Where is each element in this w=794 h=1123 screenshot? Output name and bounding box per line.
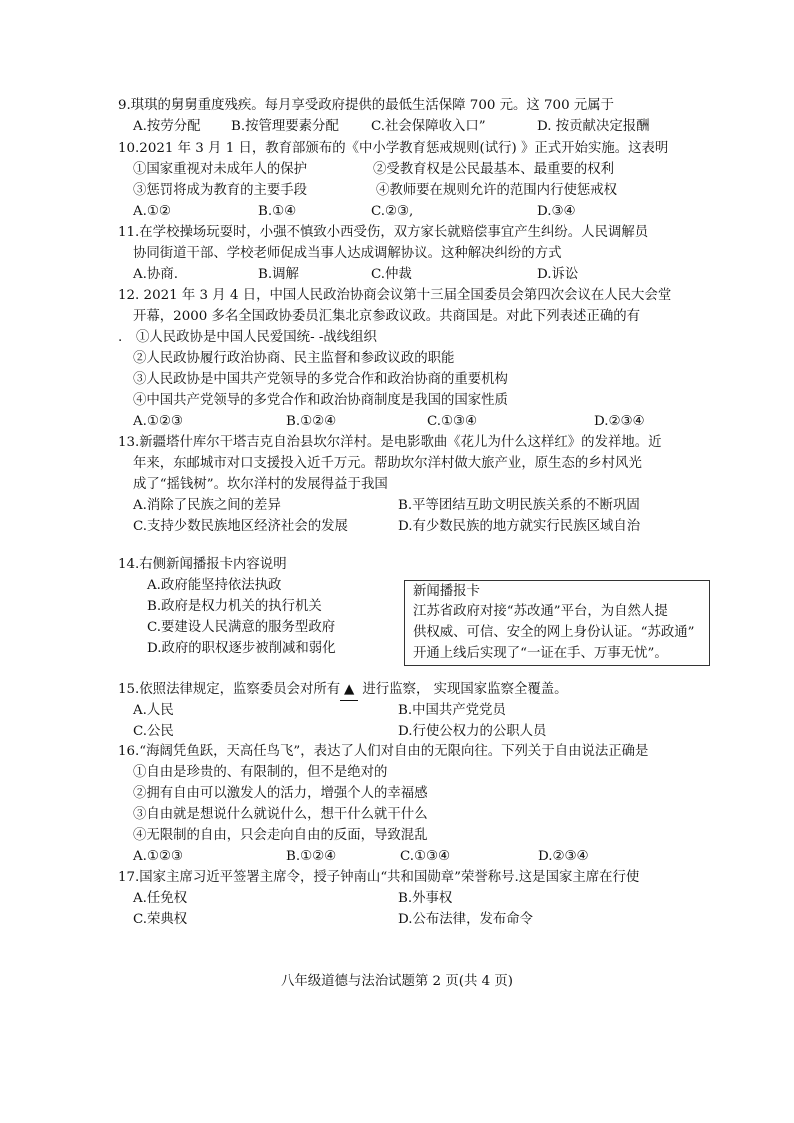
q13-option-a: A.消除了民族之间的差异 — [133, 498, 281, 513]
q15-option-a: A.人民 — [133, 703, 174, 718]
q16-option-a: A.①②③ — [133, 849, 183, 864]
q11-option-b: B.调解 — [258, 267, 299, 282]
q15-option-b: B.中国共产党党员 — [398, 703, 506, 718]
q11-option-d: D.诉讼 — [537, 267, 579, 282]
q9-stem: 9.琪琪的舅舅重度残疾。每月享受政府提供的最低生活保障 700 元。这 700 元属于 — [118, 98, 615, 113]
q10-statement-3: ③惩罚将成为教育的主要手段 — [133, 183, 308, 198]
q14-option-b: B.政府是权力机关的执行机关 — [147, 599, 322, 614]
news-card-line-3: 开通上线后实现了“一证在手、万事无忧”。 — [413, 646, 668, 661]
q12-statement-4: ④中国共产党领导的多党合作和政治协商制度是我国的国家性质 — [133, 393, 508, 408]
q12-option-a: A.①②③ — [133, 414, 183, 429]
q13-stem-line-2: 年来，东邮城市对口支援投入近千万元。帮助坎尔洋村做大旅产业，原生态的乡村风光 — [133, 456, 642, 471]
q12-option-b: B.①②④ — [286, 414, 337, 429]
q10-stem: 10.2021 年 3 月 1 日，教育部颁布的《中小学教育惩戒规则(试行) 》正式开始实施。这表明 — [118, 141, 669, 156]
q15-stem-before: 15.依照法律规定，监察委员会对所有 — [118, 682, 341, 697]
q16-stem: 16.“海阔凭鱼跃，天高任鸟飞”，表达了人们对自由的无限向往。下列关于自由说法正确是 — [118, 744, 649, 759]
q17-option-a: A.任免权 — [133, 891, 188, 906]
q12-statement-2: ②人民政协履行政治协商、民主监督和参政议政的职能 — [133, 351, 455, 366]
q12-option-d: D.②③④ — [594, 414, 645, 429]
q13-stem-line-1: 13.新疆塔什库尔干塔吉克自治县坎尔洋村。是电影歌曲《花儿为什么这样红》的发祥地。近 — [118, 435, 662, 450]
q13-stem-line-3: 成了“摇钱树”。坎尔洋村的发展得益于我国 — [133, 477, 388, 492]
q15-option-d: D.行使公权力的公职人员 — [398, 724, 547, 739]
q13-option-d: D.有少数民族的地方就实行民族区域自治 — [398, 519, 641, 534]
q13-option-c: C.支持少数民族地区经济社会的发展 — [133, 519, 348, 534]
news-card — [404, 580, 710, 666]
q17-option-c: C.荣典权 — [133, 912, 188, 927]
q9-option-b: B.按管理要素分配 — [231, 119, 339, 134]
q17-stem: 17.国家主席习近平签署主席令，授子钟南山“共和国勋章”荣誉称号.这是国家主席在行使 — [118, 870, 640, 885]
q10-option-d: D.③④ — [537, 204, 576, 219]
q14-stem: 14.右侧新闻播报卡内容说明 — [118, 557, 287, 572]
q10-statement-2: ②受教育权是公民最基本、最重要的权利 — [373, 162, 615, 177]
q16-option-d: D.②③④ — [538, 849, 589, 864]
q10-option-b: B.①④ — [258, 204, 297, 219]
stray-mark: . — [118, 330, 123, 345]
q13-option-b: B.平等团结互助文明民族关系的不断巩固 — [398, 498, 640, 513]
q16-statement-1: ①自由是珍贵的、有限制的，但不是绝对的 — [133, 765, 388, 780]
page-footer: 八年级道德与法治试题第 2 页(共 4 页) — [281, 974, 513, 989]
q12-stem-line-1: 12. 2021 年 3 月 4 日，中国人民政治协商会议第十三届全国委员会第四次会议在人民大会堂 — [118, 288, 672, 303]
q11-option-c: C.仲裁 — [371, 267, 412, 282]
q9-option-c: C.社会保障收入口” — [371, 119, 486, 134]
q9-option-a: A.按劳分配 — [133, 119, 201, 134]
q11-stem-line-2: 协同街道干部、学校老师促成当事人达成调解协议。这种解决纠纷的方式 — [133, 246, 562, 261]
q15-option-c: C.公民 — [133, 724, 174, 739]
q10-option-c: C.②③, — [371, 204, 414, 219]
q15-stem-after: 进行监察， 实现国家监察全覆盖。 — [358, 682, 568, 697]
q17-option-b: B.外事权 — [398, 891, 453, 906]
q14-option-d: D.政府的职权逐步被削减和弱化 — [147, 641, 336, 656]
q9-option-d: D. 按贡献决定报酬 — [537, 119, 650, 134]
news-card-line-1: 江苏省政府对接“苏改通”平台，为自然人提 — [413, 604, 668, 619]
q12-stem-line-2: 开幕，2000 多名全国政协委员汇集北京参政议政。共商国是。对此下列表述正确的有 — [133, 309, 641, 324]
q12-statement-3: ③人民政协是中国共产党领导的多党合作和政治协商的重要机构 — [133, 372, 508, 387]
q16-statement-3: ③自由就是想说什么就说什么，想干什么就干什么 — [133, 807, 428, 822]
q17-option-d: D.公布法律，发布命令 — [398, 912, 534, 927]
q14-option-c: C.要建设人民满意的服务型政府 — [147, 620, 336, 635]
q12-option-c: C.①③④ — [427, 414, 478, 429]
q15-stem — [118, 680, 568, 701]
q15-blank-mark: ▲ — [340, 680, 358, 701]
q12-statement-1: ①人民政协是中国人民爱国统- -战线组织 — [136, 330, 377, 345]
q16-option-c: C.①③④ — [400, 849, 451, 864]
q11-stem-line-1: 11.在学校操场玩耍时，小强不慎致小西受伤，双方家长就赔偿事宜产生纠纷。人民调解员 — [118, 225, 649, 240]
q16-statement-4: ④无限制的自由，只会走向自由的反面，导致混乱 — [133, 828, 428, 843]
q14-option-a: A.政府能坚持依法执政 — [147, 578, 282, 593]
q10-statement-4: ④教师要在规则允许的范围内行使惩戒权 — [376, 183, 618, 198]
news-card-line-2: 供权威、可信、安全的网上身份认证。“苏政通” — [413, 625, 695, 640]
q10-option-a: A.①② — [133, 204, 171, 219]
q16-option-b: B.①②④ — [286, 849, 337, 864]
news-card-title: 新闻播报卡 — [413, 584, 480, 599]
q16-statement-2: ②拥有自由可以激发人的活力，增强个人的幸福感 — [133, 786, 428, 801]
q11-option-a: A.协商. — [133, 267, 178, 282]
q10-statement-1: ①国家重视对未成年人的保护 — [133, 162, 308, 177]
